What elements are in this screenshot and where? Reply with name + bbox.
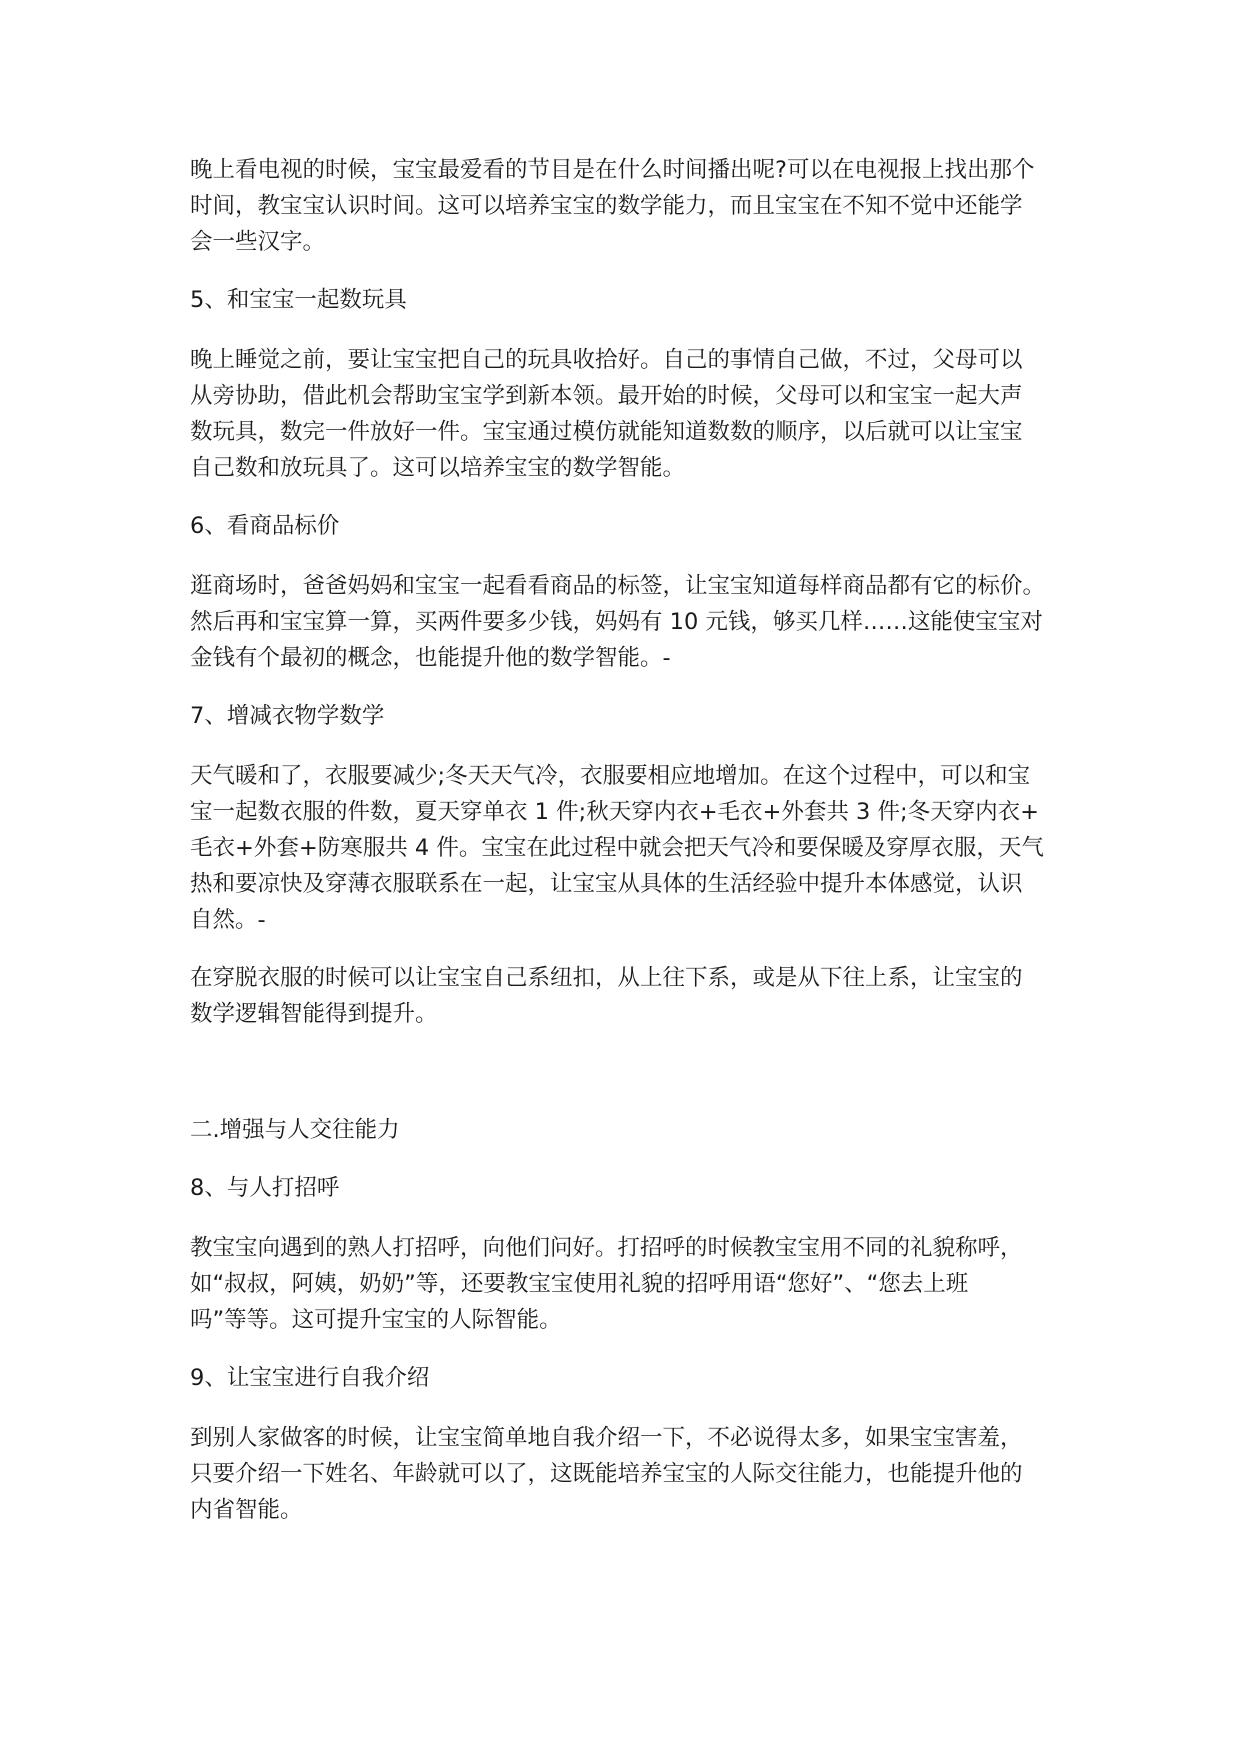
heading-text: 二.增强与人交往能力: [190, 1117, 400, 1143]
text-line: 晚上睡觉之前，要让宝宝把自己的玩具收拾好。自己的事情自己做，不过，父母可以: [190, 347, 1023, 373]
paragraph-tv-time: [190, 152, 1060, 260]
paragraph-self-intro: [190, 1420, 1060, 1528]
paragraph-price-tags: [190, 568, 1060, 676]
heading-count-toys: [190, 282, 1060, 318]
section-heading-social: [190, 1112, 1060, 1148]
text-line: 会一些汉字。: [190, 229, 326, 255]
text-line: 晚上看电视的时候，宝宝最爱看的节目是在什么时间播出呢?可以在电视报上找出那个: [190, 157, 1035, 183]
text-line: 逛商场时，爸爸妈妈和宝宝一起看看商品的标签，让宝宝知道每样商品都有它的标价。: [190, 573, 1046, 599]
text-line: 内省智能。: [190, 1497, 303, 1523]
paragraph-clothes-math: [190, 758, 1060, 938]
text-line: 自己数和放玩具了。这可以培养宝宝的数学智能。: [190, 455, 686, 481]
text-line: 吗”等等。这可提升宝宝的人际智能。: [190, 1307, 562, 1333]
heading-text: 6、看商品标价: [190, 513, 340, 539]
heading-price-tags: [190, 508, 1060, 544]
text-line: 金钱有个最初的概念，也能提升他的数学智能。-: [190, 645, 671, 671]
heading-greeting: [190, 1170, 1060, 1206]
heading-self-intro: [190, 1360, 1060, 1396]
heading-text: 9、让宝宝进行自我介绍: [190, 1365, 430, 1391]
text-line: 热和要凉快及穿薄衣服联系在一起，让宝宝从具体的生活经验中提升本体感觉，认识: [190, 871, 1023, 897]
text-line: 如“叔叔，阿姨，奶奶”等，还要教宝宝使用礼貌的招呼用语“您好”、“您去上班: [190, 1271, 969, 1297]
text-line: 毛衣+外套+防寒服共 4 件。宝宝在此过程中就会把天气冷和要保暖及穿厚衣服，天气: [190, 835, 1044, 861]
text-line: 自然。-: [190, 907, 266, 933]
document-body: [190, 152, 1060, 1528]
text-line: 宝一起数衣服的件数，夏天穿单衣 1 件;秋天穿内衣+毛衣+外套共 3 件;冬天穿内衣+: [190, 799, 1039, 825]
text-line: 时间，教宝宝认识时间。这可以培养宝宝的数学能力，而且宝宝在不知不觉中还能学: [190, 193, 1023, 219]
paragraph-buttons: [190, 960, 1060, 1032]
paragraph-count-toys: [190, 342, 1060, 486]
heading-clothes-math: [190, 698, 1060, 734]
heading-text: 7、增减衣物学数学: [190, 703, 385, 729]
heading-text: 8、与人打招呼: [190, 1175, 340, 1201]
text-line: 数玩具，数完一件放好一件。宝宝通过模仿就能知道数数的顺序，以后就可以让宝宝: [190, 419, 1023, 445]
text-line: 只要介绍一下姓名、年龄就可以了，这既能培养宝宝的人际交往能力，也能提升他的: [190, 1461, 1023, 1487]
text-line: 从旁协助，借此机会帮助宝宝学到新本领。最开始的时候，父母可以和宝宝一起大声: [190, 383, 1023, 409]
text-line: 在穿脱衣服的时候可以让宝宝自己系纽扣，从上往下系，或是从下往上系，让宝宝的: [190, 965, 1023, 991]
text-line: 教宝宝向遇到的熟人打招呼，向他们问好。打招呼的时候教宝宝用不同的礼貌称呼，: [190, 1235, 1023, 1261]
heading-text: 5、和宝宝一起数玩具: [190, 287, 407, 313]
text-line: 天气暖和了，衣服要减少;冬天天气冷，衣服要相应地增加。在这个过程中，可以和宝: [190, 763, 1031, 789]
paragraph-greeting: [190, 1230, 1060, 1338]
text-line: 然后再和宝宝算一算，买两件要多少钱，妈妈有 10 元钱，够买几样……这能使宝宝对: [190, 609, 1043, 635]
text-line: 数学逻辑智能得到提升。: [190, 1001, 438, 1027]
text-line: 到别人家做客的时候，让宝宝简单地自我介绍一下，不必说得太多，如果宝宝害羞，: [190, 1425, 1023, 1451]
